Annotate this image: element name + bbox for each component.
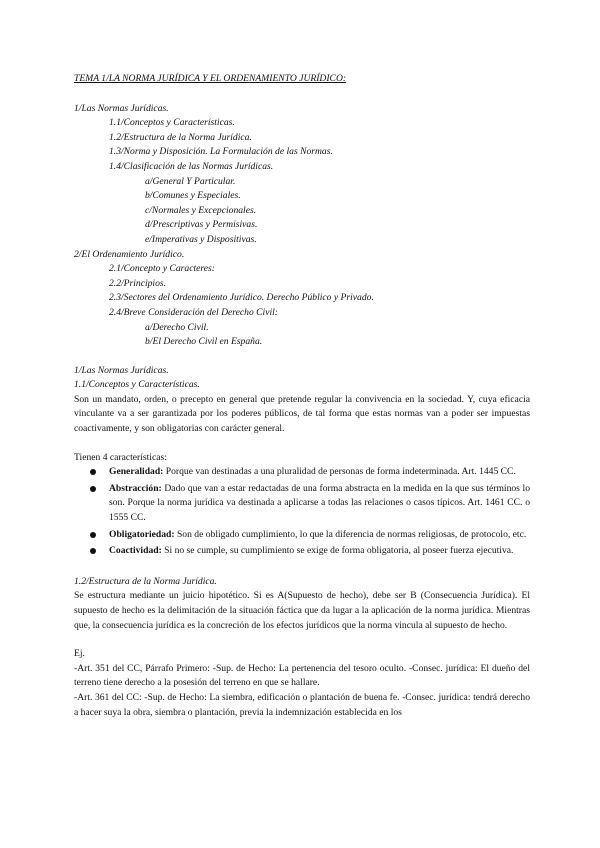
example-item: -Art. 361 del CC: -Sup. de Hecho: La siembra, edificación o plantación de buena fe. -Consec. jurídica: tendrá derecho a hacer suya la obra, siembra o plantación, previa la indemnización establecida en los (74, 691, 530, 718)
toc-item: 1.1/Conceptos y Características. (109, 117, 235, 129)
characteristic-term: Coactividad: (109, 545, 162, 557)
characteristic-item (74, 544, 530, 559)
characteristics-list (74, 465, 530, 559)
toc-item: 1.2/Estructura de la Norma Jurídica. (109, 131, 252, 143)
toc-item: a/General Y Particular. (145, 175, 236, 187)
characteristic-text: Si no se cumple, su cumplimiento se exige de forma obligatoria, al poseer fuerza ejecutiva. (161, 545, 514, 557)
toc-item: 1.3/Norma y Disposición. La Formulación de las Normas. (109, 146, 333, 158)
toc-item: 2/El Ordenamiento Jurídico. (74, 248, 185, 260)
toc-item: 2.2/Principios. (109, 277, 167, 289)
characteristic-text: Dado que van a estar redactadas de una forma abstracta en la medida en la que sus términos lo son. Porque la norma jurídica va destinada a aplicarse a todas las relaciones o casos típicos. Art. 1461 CC. o 1555 CC. (109, 482, 530, 524)
example-item: -Art. 351 del CC, Párrafo Primero: -Sup. de Hecho: La pertenencia del tesoro oculto. -Consec. jurídica: El dueño del terreno tiene derecho a la posesión del terreno en que se hallare. (74, 662, 530, 689)
toc-item: 1/Las Normas Jurídicas. (74, 102, 169, 114)
toc-item: d/Prescriptivas y Permisivas. (145, 219, 258, 231)
section-heading: 1/Las Normas Jurídicas. (74, 364, 169, 376)
toc-item: a/Derecho Civil. (145, 321, 209, 333)
characteristic-text: Porque van destinadas a una pluralidad de personas de forma indeterminada. Art. 1445 CC. (163, 466, 516, 478)
bullet-icon (90, 548, 96, 554)
toc-item: c/Normales y Excepcionales. (145, 204, 257, 216)
characteristic-term: Obligatoriedad: (109, 528, 175, 540)
document-page (74, 72, 530, 720)
characteristic-term: Abstracción: (109, 482, 162, 494)
bullet-icon (90, 486, 96, 492)
characteristic-term: Generalidad: (109, 466, 164, 478)
bullet-icon (90, 532, 96, 538)
characteristic-text: Son de obligado cumplimiento, lo que la diferencia de normas religiosas, de protocolo, etc. (174, 528, 527, 540)
toc-item: e/Imperativas y Dispositivas. (145, 233, 257, 245)
table-of-contents (74, 102, 530, 350)
subsection-heading: 1.1/Conceptos y Características. (74, 379, 200, 391)
bullet-icon (90, 469, 96, 475)
characteristic-item (74, 465, 530, 480)
paragraph: Se estructura mediante un juicio hipotético. Si es A(Supuesto de hecho), debe ser B (Consecuencia Jurídica). El supuesto de hecho es la delimitación de la situación fáctica que da lugar a la aplicación de la norma jurídica. Mientras que, la consecuencia jurídica es la concreción de los efectos jurídicos que la norma vincula al supuesto de hecho. (74, 590, 530, 631)
subsection-heading: 1.2/Estructura de la Norma Jurídica. (74, 575, 217, 587)
document-title: TEMA 1/LA NORMA JURÍDICA Y EL ORDENAMIENTO JURÍDICO: (74, 73, 347, 84)
toc-item: b/Comunes y Especiales. (145, 190, 241, 202)
toc-item: 2.4/Breve Consideración del Derecho Civil: (109, 306, 279, 318)
characteristic-item (74, 482, 530, 526)
toc-item: 1.4/Clasificación de las Normas Jurídicas. (109, 160, 274, 172)
paragraph: Son un mandato, orden, o precepto en general que pretende regular la convivencia en la sociedad. Y, cuya eficacia vinculante va a ser garantizada por los poderes públicos, de tal forma que estas normas van a poder ser impuestas coactivamente, y son obligatorias con carácter general. (74, 393, 530, 435)
toc-item: 2.1/Concepto y Caracteres: (109, 263, 215, 275)
toc-item: 2.3/Sectores del Ordenamiento Jurídico. Derecho Público y Privado. (109, 292, 374, 304)
characteristic-item (74, 528, 530, 543)
characteristics-intro: Tienen 4 características: (74, 451, 167, 463)
toc-item: b/El Derecho Civil en España. (145, 336, 263, 348)
example-label: Ej. (74, 648, 85, 660)
